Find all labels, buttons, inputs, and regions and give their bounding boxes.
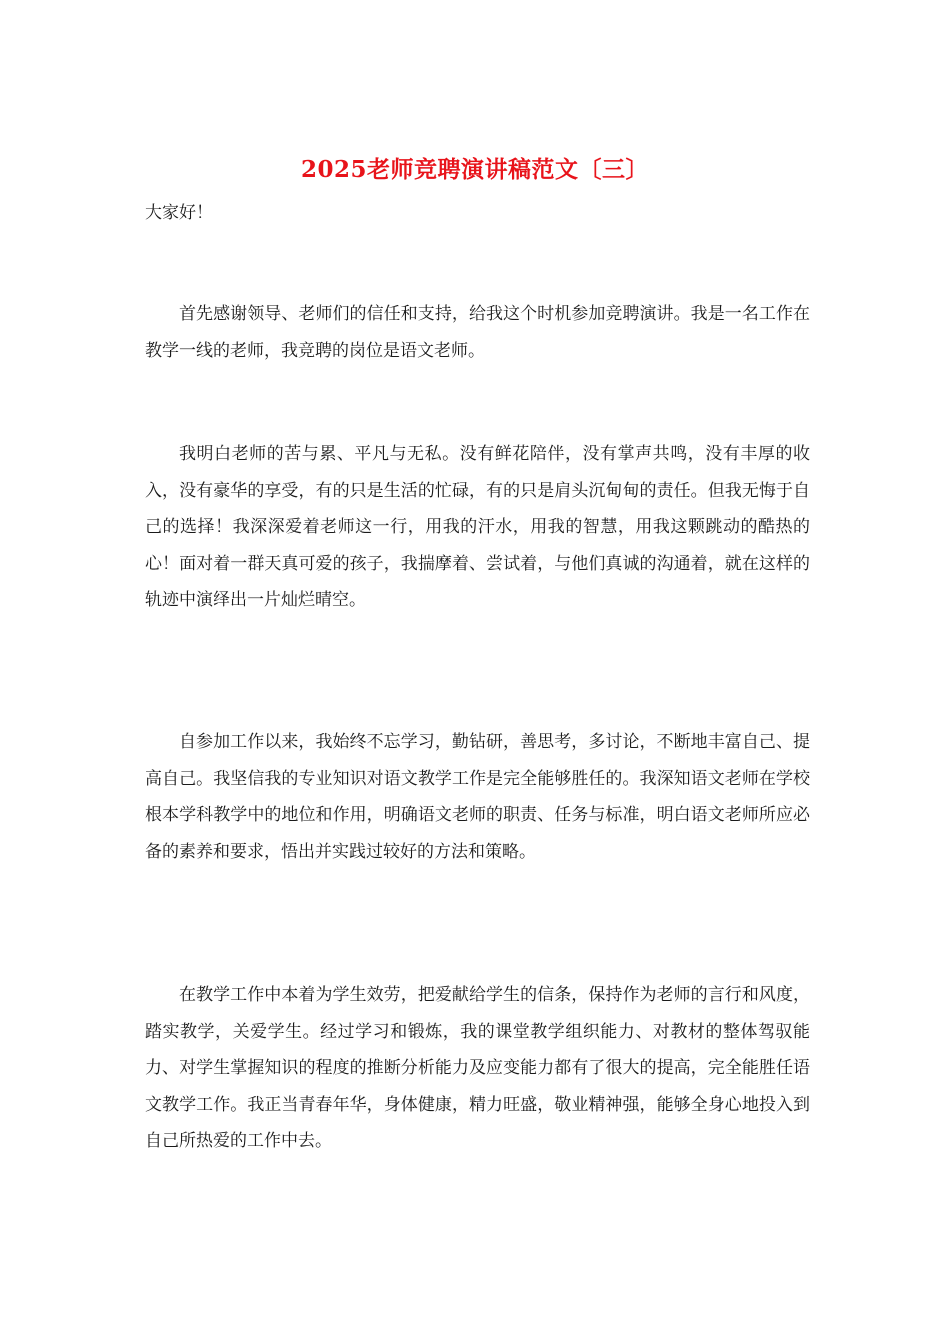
paragraph-1: 首先感谢领导、老师们的信任和支持，给我这个时机参加竞聘演讲。我是一名工作在教学一线的老师，我竞聘的岗位是语文老师。 [145,304,810,361]
paragraph-2: 我明白老师的苦与累、平凡与无私。没有鲜花陪伴，没有掌声共鸣，没有丰厚的收入，没有豪华的享受，有的只是生活的忙碌，有的只是肩头沉甸甸的责任。但我无悔于自己的选择！我深深爱着老师这一行，用我的汗水，用我的智慧，用我这颗跳动的酷热的心！面对着一群天真可爱的孩子，我揣摩着、尝试着，与他们真诚的沟通着，就在这样的轨迹中演绎出一片灿烂晴空。 [145,444,810,610]
greeting-text: 大家好！ [145,203,213,223]
paragraph-3: 自参加工作以来，我始终不忘学习，勤钻研，善思考，多讨论，不断地丰富自己、提高自己。我坚信我的专业知识对语文教学工作是完全能够胜任的。我深知语文老师在学校根本学科教学中的地位和作用，明确语文老师的职责、任务与标准，明白语文老师所应必备的素养和要求，悟出并实践过较好的方法和策略。 [145,732,810,862]
document-title: 2025老师竞聘演讲稿范文〔三〕 [300,156,649,183]
paragraph-4: 在教学工作中本着为学生效劳，把爱献给学生的信条，保持作为老师的言行和风度，踏实教学，关爱学生。经过学习和锻炼，我的课堂教学组织能力、对教材的整体驾驭能力、对学生掌握知识的程度的推断分析能力及应变能力都有了很大的提高，完全能胜任语文教学工作。我正当青春年华，身体健康，精力旺盛，敬业精神强，能够全身心地投入到自己所热爱的工作中去。 [145,985,810,1151]
